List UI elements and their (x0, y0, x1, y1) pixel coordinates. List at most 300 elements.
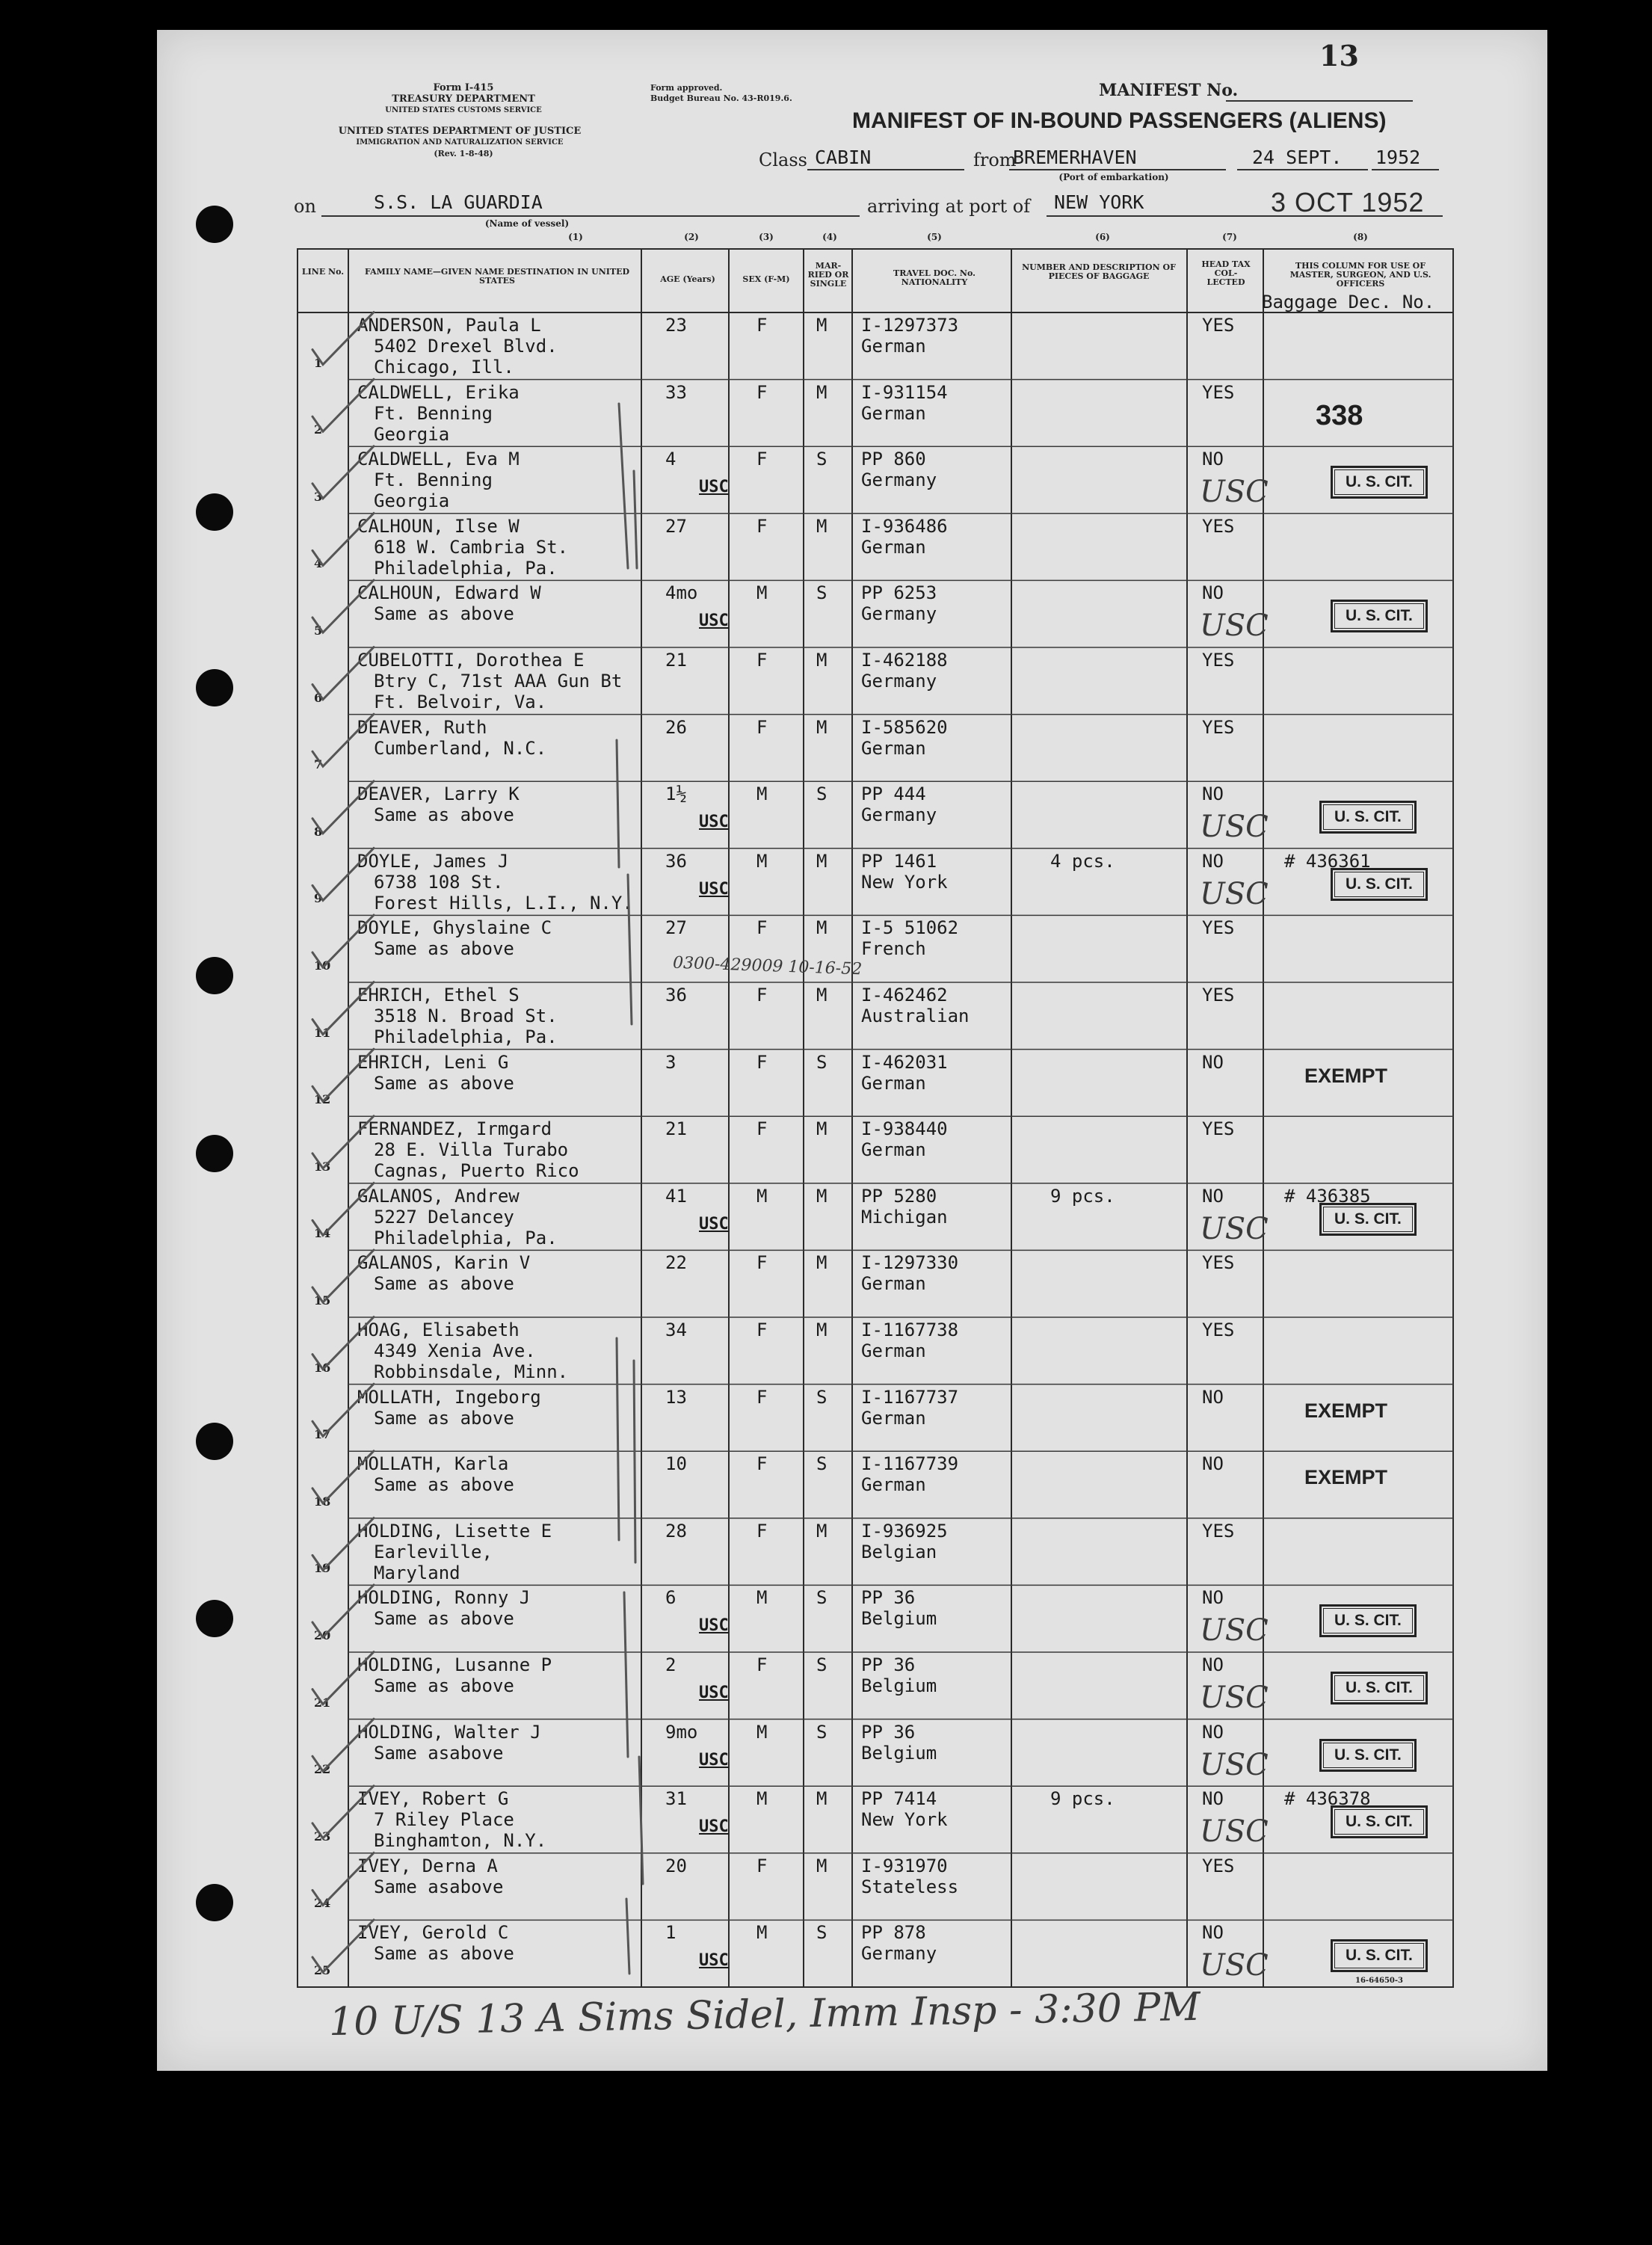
line-number: 25 (314, 1962, 331, 1977)
passenger-address-1: 28 E. Villa Turabo (374, 1139, 569, 1161)
nationality: Belgium (861, 1742, 937, 1764)
head-tax: NO (1202, 850, 1224, 872)
us-cit-stamp-text: U. S. CIT. (1334, 872, 1424, 897)
sex-value: M (756, 1922, 768, 1944)
passenger-address-2: Chicago, Ill. (374, 357, 514, 378)
arriving-label: arriving at port of (867, 196, 1031, 217)
passenger-name: HOLDING, Ronny J (357, 1587, 531, 1609)
line-number: 23 (314, 1829, 331, 1844)
sex-value: F (756, 1386, 768, 1408)
nationality: Michigan (861, 1206, 948, 1228)
marital-status: M (816, 1520, 827, 1542)
nationality: German (861, 402, 926, 424)
nationality: German (861, 1139, 926, 1161)
line-number: 24 (314, 1896, 331, 1911)
print-code: 16-64650-3 (1355, 1977, 1403, 1985)
colnum-1: (1) (568, 232, 583, 242)
exempt-stamp: EXEMPT (1304, 1399, 1388, 1422)
us-cit-stamp-text: U. S. CIT. (1323, 1608, 1413, 1633)
handwritten-usc: USC (1200, 1613, 1269, 1648)
nationality: New York (861, 871, 948, 893)
baggage-count: 9 pcs. (1050, 1788, 1115, 1810)
baggage-dec-number: # 436378 (1284, 1788, 1371, 1810)
dept-treasury: TREASURY DEPARTMENT (392, 93, 535, 105)
travel-doc-number: I-1167737 (861, 1386, 959, 1408)
line-number: 14 (314, 1226, 331, 1241)
usc-mark: USC (699, 478, 729, 497)
class-line (807, 169, 964, 170)
head-tax: YES (1202, 716, 1235, 738)
travel-doc-number: I-462188 (861, 650, 948, 671)
manifest-no-line (1226, 100, 1413, 102)
usc-mark: USC (699, 1750, 729, 1770)
nationality: Germany (861, 804, 937, 826)
table-row (0, 380, 1652, 447)
head-tax: YES (1202, 1252, 1235, 1274)
sex-value: F (756, 1051, 768, 1073)
usc-mark: USC (699, 1951, 729, 1971)
travel-doc-number: I-1297373 (861, 315, 959, 336)
on-label: on (294, 196, 316, 217)
class-label: Class (759, 150, 807, 170)
age-value: 36 (665, 850, 687, 872)
table-row (0, 715, 1652, 782)
col-header-doc: TRAVEL DOC. No. NATIONALITY (893, 268, 976, 287)
colnum-2: (2) (684, 232, 699, 242)
table-row (0, 1183, 1652, 1251)
line-number: 17 (314, 1427, 331, 1442)
passenger-address-1: Earleville, (374, 1541, 493, 1562)
head-tax: NO (1202, 1185, 1224, 1207)
head-tax: YES (1202, 1319, 1235, 1340)
handwritten-usc: USC (1200, 1681, 1269, 1715)
passenger-address-2: Cagnas, Puerto Rico (374, 1160, 579, 1182)
colnum-8: (8) (1353, 232, 1368, 242)
passenger-name: DOYLE, Ghyslaine C (357, 917, 552, 939)
baggage-dec-number: # 436385 (1284, 1185, 1371, 1207)
handwritten-usc: USC (1200, 810, 1269, 845)
col-header-name: FAMILY NAME—GIVEN NAME DESTINATION IN UNITED STATES (364, 267, 630, 286)
passenger-address-1: Same as above (374, 1943, 514, 1965)
form-id: Form I-415 (433, 82, 494, 93)
age-value: 9mo (665, 1721, 698, 1743)
sex-value: F (756, 1118, 768, 1140)
head-tax: NO (1202, 1721, 1224, 1743)
us-cit-stamp-text: U. S. CIT. (1334, 1675, 1424, 1701)
handwritten-file-note: 0300-429009 10-16-52 (672, 953, 863, 979)
travel-doc-number: PP 6253 (861, 582, 937, 604)
sex-value: F (756, 917, 768, 939)
passenger-address-1: Same as above (374, 1273, 514, 1295)
sex-value: F (756, 1654, 768, 1675)
vessel-value: S.S. LA GUARDIA (374, 191, 543, 213)
passenger-name: GALANOS, Andrew (357, 1185, 520, 1207)
line-number: 7 (314, 757, 323, 772)
sex-value: F (756, 985, 768, 1006)
travel-doc-number: I-1297330 (861, 1252, 959, 1274)
marital-status: M (816, 650, 827, 671)
head-tax: YES (1202, 1118, 1235, 1140)
age-value: 21 (665, 650, 687, 671)
passenger-address-2: Philadelphia, Pa. (374, 1026, 558, 1047)
sex-value: F (756, 381, 768, 403)
passenger-name: EHRICH, Leni G (357, 1051, 509, 1073)
travel-doc-number: I-931970 (861, 1855, 948, 1876)
handwritten-338: 338 (1316, 400, 1363, 431)
nationality: Belgium (861, 1675, 937, 1696)
table-row (0, 1451, 1652, 1518)
handwritten-usc: USC (1200, 475, 1269, 510)
line-number: 20 (314, 1627, 331, 1642)
nationality: German (861, 1273, 926, 1295)
passenger-address-1: Ft. Benning (374, 469, 493, 491)
line-number: 12 (314, 1092, 331, 1107)
usc-mark: USC (699, 612, 729, 631)
line-number: 22 (314, 1762, 331, 1777)
nationality: German (861, 336, 926, 357)
colnum-5: (5) (927, 232, 942, 242)
from-value: BREMERHAVEN (1013, 147, 1137, 168)
passenger-name: EHRICH, Ethel S (357, 985, 520, 1006)
marital-status: M (816, 381, 827, 403)
us-cit-stamp (1331, 600, 1428, 632)
passenger-name: HOAG, Elisabeth (357, 1319, 520, 1340)
baggage-count: 4 pcs. (1050, 850, 1115, 872)
age-value: 13 (665, 1386, 687, 1408)
nationality: German (861, 1072, 926, 1094)
sex-value: F (756, 515, 768, 537)
us-cit-stamp-text: U. S. CIT. (1334, 469, 1424, 495)
nationality: German (861, 737, 926, 759)
table-row (0, 1853, 1652, 1921)
passenger-name: IVEY, Derna A (357, 1855, 498, 1876)
travel-doc-number: PP 878 (861, 1922, 926, 1944)
from-label: from (973, 150, 1017, 170)
line-number: 15 (314, 1293, 331, 1308)
usc-mark: USC (699, 1616, 729, 1636)
age-value: 28 (665, 1520, 687, 1542)
head-tax: NO (1202, 582, 1224, 604)
age-value: 3 (665, 1051, 676, 1073)
travel-doc-number: I-1167738 (861, 1319, 959, 1340)
passenger-address-1: Same asabove (374, 1876, 504, 1897)
us-cit-stamp (1319, 801, 1417, 834)
travel-doc-number: I-462462 (861, 985, 948, 1006)
col-header-sex: SEX (F-M) (742, 274, 790, 284)
age-value: 26 (665, 716, 687, 738)
sex-value: M (756, 582, 768, 604)
marital-status: S (816, 1922, 827, 1944)
passenger-address-1: 7 Riley Place (374, 1809, 514, 1831)
table-row (0, 1786, 1652, 1853)
head-tax: YES (1202, 1855, 1235, 1876)
exempt-stamp: EXEMPT (1304, 1466, 1388, 1489)
us-cit-stamp (1331, 868, 1428, 901)
line-number: 21 (314, 1695, 331, 1710)
age-value: 36 (665, 985, 687, 1006)
us-cit-stamp (1331, 1805, 1428, 1838)
us-cit-stamp (1319, 1739, 1417, 1772)
us-cit-stamp (1331, 466, 1428, 499)
head-tax: NO (1202, 783, 1224, 805)
us-cit-stamp-text: U. S. CIT. (1334, 1809, 1424, 1835)
head-tax: YES (1202, 917, 1235, 939)
table-row (0, 580, 1652, 647)
arrival-date-stamp: 3 OCT 1952 (1271, 187, 1425, 218)
col-header-baggage: NUMBER AND DESCRIPTION OF PIECES OF BAGGAGE (1022, 262, 1176, 281)
col-header-tax: HEAD TAX COL-LECTED (1201, 259, 1251, 287)
col-header-officers: THIS COLUMN FOR USE OF MASTER, SURGEON, AND U.S. OFFICERS (1289, 261, 1431, 289)
dept-justice: UNITED STATES DEPARTMENT OF JUSTICE (338, 126, 582, 137)
us-cit-stamp-text: U. S. CIT. (1323, 1743, 1413, 1768)
head-tax: YES (1202, 1520, 1235, 1542)
us-cit-stamp-text: U. S. CIT. (1334, 1943, 1424, 1968)
line-number: 2 (314, 422, 323, 437)
travel-doc-number: PP 36 (861, 1654, 916, 1675)
passenger-address-1: Same as above (374, 1675, 514, 1696)
sex-value: M (756, 1788, 768, 1810)
baggage-count: 9 pcs. (1050, 1185, 1115, 1207)
form-rev: (Rev. 1-8-48) (434, 149, 493, 158)
table-row (0, 1385, 1652, 1452)
age-value: 22 (665, 1252, 687, 1274)
us-cit-stamp-text: U. S. CIT. (1334, 603, 1424, 629)
travel-doc-number: PP 7414 (861, 1788, 937, 1810)
passenger-address-1: Same asabove (374, 1742, 504, 1764)
marital-status: M (816, 515, 827, 537)
passenger-address-1: Same as above (374, 1072, 514, 1094)
col-header-line: LINE No. (301, 267, 345, 277)
passenger-address-2: Georgia (374, 423, 450, 445)
head-tax: YES (1202, 515, 1235, 537)
head-tax: YES (1202, 650, 1235, 671)
table-row (0, 1050, 1652, 1117)
age-value: 23 (665, 315, 687, 336)
usc-mark: USC (699, 813, 729, 832)
us-cit-stamp (1331, 1672, 1428, 1704)
line-number: 11 (314, 1025, 331, 1040)
sex-value: M (756, 850, 768, 872)
age-value: 2 (665, 1654, 676, 1675)
handwritten-footer: 10 U/S 13 A Sims Sidel, Imm Insp - 3:30 PM (328, 1984, 1201, 2045)
passenger-name: IVEY, Robert G (357, 1788, 509, 1810)
manifest-no-label: MANIFEST No. (1099, 81, 1239, 100)
head-tax: NO (1202, 1922, 1224, 1944)
passenger-name: CUBELOTTI, Dorothea E (357, 650, 585, 671)
travel-doc-number: I-462031 (861, 1051, 948, 1073)
age-value: 27 (665, 917, 687, 939)
baggage-dec-heading: Baggage Dec. No. (1262, 292, 1435, 312)
age-value: 4 (665, 449, 676, 470)
table-row (0, 1317, 1652, 1385)
sex-value: F (756, 1520, 768, 1542)
passenger-address-2: Philadelphia, Pa. (374, 557, 558, 579)
sex-value: M (756, 1587, 768, 1609)
passenger-name: CALDWELL, Erika (357, 381, 520, 403)
head-tax: YES (1202, 985, 1235, 1006)
embark-caption: (Port of embarkation) (1058, 172, 1169, 182)
sex-value: F (756, 716, 768, 738)
age-value: 27 (665, 515, 687, 537)
passenger-address-1: 3518 N. Broad St. (374, 1006, 558, 1026)
line-number: 9 (314, 891, 323, 906)
col-header-age: AGE (Years) (660, 274, 715, 284)
nationality: Germany (861, 1943, 937, 1965)
line-number: 19 (314, 1561, 331, 1576)
passenger-address-2: Binghamton, N.Y. (374, 1830, 547, 1852)
passenger-address-2: Ft. Belvoir, Va. (374, 692, 547, 712)
handwritten-usc: USC (1200, 876, 1269, 911)
head-tax: NO (1202, 1654, 1224, 1675)
marital-status: M (816, 1118, 827, 1140)
line-number: 10 (314, 958, 331, 973)
line-number: 4 (314, 556, 323, 571)
marital-status: S (816, 1654, 827, 1675)
handwritten-usc: USC (1200, 1948, 1269, 1983)
passenger-address-1: Ft. Benning (374, 402, 493, 424)
year-value: 1952 (1375, 147, 1421, 168)
nationality: Germany (861, 671, 937, 692)
marital-status: M (816, 1788, 827, 1810)
table-row (0, 1719, 1652, 1787)
age-value: 21 (665, 1118, 687, 1140)
year-line (1372, 169, 1439, 170)
sex-value: F (756, 1453, 768, 1475)
nationality: French (861, 938, 926, 960)
class-value: CABIN (815, 147, 872, 168)
passenger-name: HOLDING, Lisette E (357, 1520, 552, 1542)
age-value: 20 (665, 1855, 687, 1876)
sex-value: F (756, 449, 768, 470)
us-cit-stamp (1331, 1939, 1428, 1972)
manifest-title: MANIFEST OF IN-BOUND PASSENGERS (ALIENS) (852, 108, 1387, 133)
passenger-address-1: Same as above (374, 1407, 514, 1429)
passenger-name: FERNANDEZ, Irmgard (357, 1118, 552, 1140)
marital-status: M (816, 1319, 827, 1340)
budget-bureau: Budget Bureau No. 43-R019.6. (650, 93, 792, 103)
table-row (0, 1116, 1652, 1183)
travel-doc-number: PP 36 (861, 1587, 916, 1609)
form-approved: Form approved. (650, 83, 723, 93)
passenger-name: MOLLATH, Karla (357, 1453, 509, 1475)
table-row (0, 647, 1652, 715)
marital-status: S (816, 1721, 827, 1743)
passenger-name: CALDWELL, Eva M (357, 449, 520, 470)
vessel-caption: (Name of vessel) (484, 218, 570, 229)
travel-doc-number: I-1167739 (861, 1453, 959, 1475)
head-tax: NO (1202, 1051, 1224, 1073)
line-number: 18 (314, 1494, 331, 1509)
sex-value: M (756, 1185, 768, 1207)
handwritten-usc: USC (1200, 1747, 1269, 1782)
nationality: Belgian (861, 1541, 937, 1562)
col-header-married: MAR-RIED OR SINGLE (807, 261, 849, 289)
marital-status: S (816, 783, 827, 805)
dept-customs: UNITED STATES CUSTOMS SERVICE (385, 106, 542, 114)
from-line (1009, 169, 1226, 170)
port-value: NEW YORK (1054, 191, 1144, 213)
passenger-name: CALHOUN, Edward W (357, 582, 541, 604)
passenger-name: IVEY, Gerold C (357, 1922, 509, 1944)
marital-status: S (816, 1051, 827, 1073)
marital-status: M (816, 1185, 827, 1207)
marital-status: S (816, 1453, 827, 1475)
nationality: Germany (861, 469, 937, 491)
line-number: 16 (314, 1360, 331, 1375)
passenger-name: DEAVER, Larry K (357, 783, 520, 805)
travel-doc-number: I-938440 (861, 1118, 948, 1140)
age-value: 31 (665, 1788, 687, 1810)
nationality: German (861, 1474, 926, 1496)
nationality: German (861, 536, 926, 558)
passenger-address-1: 4349 Xenia Ave. (374, 1340, 536, 1361)
age-value: 1½ (665, 783, 687, 805)
colnum-3: (3) (759, 232, 774, 242)
head-tax: NO (1202, 1587, 1224, 1609)
passenger-address-2: Maryland (374, 1562, 460, 1583)
passenger-address-2: Philadelphia, Pa. (374, 1227, 558, 1248)
passenger-name: HOLDING, Walter J (357, 1721, 541, 1743)
marital-status: M (816, 850, 827, 872)
sex-value: F (756, 1252, 768, 1274)
age-value: 6 (665, 1587, 676, 1609)
table-row (0, 1585, 1652, 1652)
usc-mark: USC (699, 1817, 729, 1837)
passenger-address-2: Georgia (374, 490, 450, 512)
colnum-6: (6) (1095, 232, 1110, 242)
marital-status: S (816, 582, 827, 604)
nationality: Australian (861, 1006, 970, 1026)
head-tax: YES (1202, 315, 1235, 336)
passenger-address-1: 5402 Drexel Blvd. (374, 336, 558, 357)
passenger-address-1: Same as above (374, 938, 514, 960)
travel-doc-number: PP 36 (861, 1721, 916, 1743)
head-tax: YES (1202, 381, 1235, 403)
table-row (0, 982, 1652, 1050)
sheet-number: 13 (1319, 39, 1359, 73)
nationality: Stateless (861, 1876, 959, 1897)
age-value: 41 (665, 1185, 687, 1207)
passenger-address-1: 6738 108 St. (374, 871, 504, 893)
passenger-address-2: Robbinsdale, Minn. (374, 1361, 569, 1382)
date-value: 24 SEPT. (1252, 147, 1343, 168)
punch-hole (196, 206, 233, 243)
us-cit-stamp-text: U. S. CIT. (1323, 804, 1413, 830)
age-value: 4mo (665, 582, 698, 604)
table-row (0, 1652, 1652, 1719)
marital-status: S (816, 449, 827, 470)
passenger-address-1: Btry C, 71st AAA Gun Bt (374, 671, 623, 692)
sex-value: F (756, 650, 768, 671)
colnum-4: (4) (822, 232, 837, 242)
handwritten-usc: USC (1200, 1814, 1269, 1850)
passenger-name: ANDERSON, Paula L (357, 315, 541, 336)
passenger-address-2: Forest Hills, L.I., N.Y. (374, 892, 633, 914)
line-number: 6 (314, 690, 323, 705)
colnum-7: (7) (1222, 232, 1237, 242)
sex-value: F (756, 1855, 768, 1876)
table-row (0, 781, 1652, 849)
usc-mark: USC (699, 1214, 729, 1234)
age-value: 10 (665, 1453, 687, 1475)
passenger-address-1: Same as above (374, 1608, 514, 1630)
sex-value: M (756, 1721, 768, 1743)
passenger-address-1: Same as above (374, 1474, 514, 1496)
marital-status: M (816, 315, 827, 336)
travel-doc-number: I-936486 (861, 515, 948, 537)
travel-doc-number: I-5 51062 (861, 917, 959, 939)
passenger-name: MOLLATH, Ingeborg (357, 1386, 541, 1408)
